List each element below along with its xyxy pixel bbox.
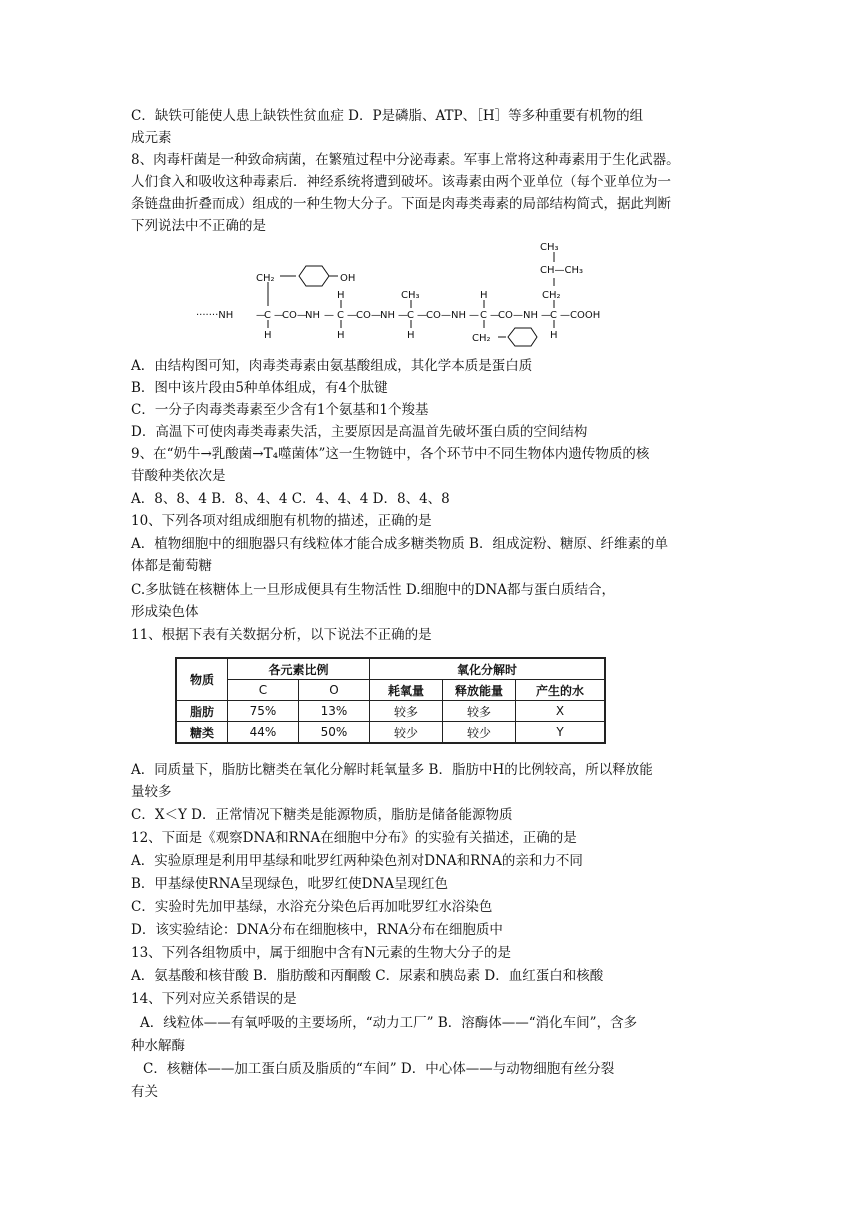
text-line: 有关 bbox=[131, 1084, 158, 1100]
text-line: 量较多 bbox=[131, 784, 172, 800]
chain-segment: — bbox=[371, 310, 381, 321]
table-cell: 较少 bbox=[443, 722, 516, 744]
text-line: A．同质量下，脂肪比糖类在氧化分解时耗氧量多 B．脂肪中H的比例较高，所以释放能 bbox=[131, 762, 653, 778]
chain-segment: — bbox=[417, 310, 427, 321]
ch2-label: CH₂ bbox=[472, 333, 491, 344]
text-line: C．X＜Y D．正常情况下糖类是能源物质，脂肪是储备能源物质 bbox=[131, 807, 513, 823]
co-label: CO bbox=[498, 310, 513, 321]
chain-segment: — bbox=[469, 310, 479, 321]
question-8: 8、肉毒杆菌是一种致命病菌，在繁殖过程中分泌毒素。军事上常将这种毒素用于生化武器。 bbox=[131, 152, 680, 168]
c-label: C bbox=[407, 310, 414, 321]
text-line: 成元素 bbox=[131, 130, 172, 146]
text-line: C．核糖体——加工蛋白质及脂质的“车间” D．中心体——与动物细胞有丝分裂 bbox=[143, 1061, 615, 1077]
text-line: C．缺铁可能使人患上缺铁性贫血症 D．P是磷脂、ATP、［H］等多种重要有机物的组 bbox=[131, 108, 644, 124]
text-line: 条链盘曲折叠而成）组成的一种生物大分子。下面是肉毒类毒素的局部结构简式，据此判断 bbox=[131, 196, 671, 212]
h-label: H bbox=[337, 330, 345, 341]
table-cell: 糖类 bbox=[176, 722, 228, 744]
option-b: B．图中该片段由5种单体组成，有4个肽键 bbox=[131, 380, 388, 396]
text-line: 体都是葡萄糖 bbox=[131, 558, 212, 574]
question-10: 10、下列各项对组成细胞有机物的描述，正确的是 bbox=[131, 513, 432, 529]
nh-label: NH bbox=[380, 310, 395, 321]
table-cell: 较少 bbox=[370, 722, 443, 744]
table-header: 各元素比例 bbox=[228, 658, 370, 680]
table-cell: 脂肪 bbox=[176, 701, 228, 722]
text-line: 种水解酶 bbox=[131, 1038, 185, 1054]
h-label: H bbox=[480, 290, 488, 301]
table-cell: 75% bbox=[228, 701, 299, 722]
text-line: 人们食入和吸收这种毒素后．神经系统将遭到破坏。该毒素由两个亚单位（每个亚单位为一 bbox=[131, 174, 671, 190]
table-cell: 13% bbox=[299, 701, 370, 722]
ch2-label: CH₂ bbox=[542, 290, 561, 301]
table-header: 物质 bbox=[176, 658, 228, 701]
option-a: A．实验原理是利用甲基绿和吡罗红两种染色剂对DNA和RNA的亲和力不同 bbox=[131, 853, 583, 869]
table-cell: 50% bbox=[299, 722, 370, 744]
option-c: C．一分子肉毒类毒素至少含有1个氨基和1个羧基 bbox=[131, 402, 429, 418]
h-label: H bbox=[407, 330, 415, 341]
table-header: 耗氧量 bbox=[370, 680, 443, 701]
h-label: H bbox=[337, 290, 345, 301]
chain-segment: — bbox=[490, 310, 500, 321]
table-header: 氧化分解时 bbox=[370, 658, 606, 680]
table-header: 释放能量 bbox=[443, 680, 516, 701]
chain-segment: — bbox=[324, 310, 334, 321]
chain-segment: — bbox=[274, 310, 284, 321]
option-a: A．由结构图可知，肉毒类毒素由氨基酸组成，其化学本质是蛋白质 bbox=[131, 358, 533, 374]
ch3-label: CH₃ bbox=[401, 290, 420, 301]
c-label: C bbox=[480, 310, 487, 321]
chain-segment: — bbox=[560, 310, 570, 321]
text-line: 下列说法中不正确的是 bbox=[131, 218, 266, 234]
oh-label: OH bbox=[340, 273, 356, 284]
c-label: C bbox=[550, 310, 557, 321]
option-b: B．甲基绿使RNA呈现绿色，吡罗红使DNA呈现红色 bbox=[131, 876, 449, 892]
co-label: CO bbox=[356, 310, 371, 321]
co-label: CO bbox=[426, 310, 441, 321]
table-cell: X bbox=[516, 701, 606, 722]
chain-segment: — bbox=[513, 310, 523, 321]
table-cell: Y bbox=[516, 722, 606, 744]
question-12: 12、下面是《观察DNA和RNA在细胞中分布》的实验有关描述，正确的是 bbox=[131, 830, 577, 846]
co-label: CO bbox=[282, 310, 297, 321]
nh-label: NH bbox=[305, 310, 320, 321]
option-d: D．高温下可使肉毒类毒素失活，主要原因是高温首先破坏蛋白质的空间结构 bbox=[131, 424, 588, 440]
data-table bbox=[175, 657, 606, 744]
chain-start-label: ·······NH bbox=[196, 310, 234, 321]
nh-label: NH bbox=[523, 310, 538, 321]
question-9: 9、在“奶牛→乳酸菌→T₄噬菌体”这一生物链中，各个环节中不同生物体内遗传物质的核 bbox=[131, 446, 650, 462]
ch3-top-label: CH₃ bbox=[540, 242, 559, 253]
c-label: C bbox=[337, 310, 344, 321]
question-14: 14、下列对应关系错误的是 bbox=[131, 991, 297, 1007]
h-label: H bbox=[264, 330, 272, 341]
chain-segment: — bbox=[347, 310, 357, 321]
options-line: A．8、8、4 B．8、4、4 C．4、4、4 D．8、4、8 bbox=[131, 491, 450, 507]
nh-label: NH bbox=[451, 310, 466, 321]
chain-segment: — bbox=[256, 310, 266, 321]
chain-segment: — bbox=[398, 310, 408, 321]
text-line: 形成染色体 bbox=[131, 604, 199, 620]
h-label: H bbox=[550, 330, 558, 341]
question-11: 11、根据下表有关数据分析，以下说法不正确的是 bbox=[131, 627, 432, 643]
ch-ch3-label: CH—CH₃ bbox=[540, 265, 584, 276]
question-13: 13、下列各组物质中，属于细胞中含有N元素的生物大分子的是 bbox=[131, 945, 511, 961]
table-header: 产生的水 bbox=[516, 680, 606, 701]
text-line: A．植物细胞中的细胞器只有线粒体才能合成多糖类物质 B．组成淀粉、糖原、纤维素的单 bbox=[131, 536, 668, 552]
option-d: D．该实验结论：DNA分布在细胞核中，RNA分布在细胞质中 bbox=[131, 922, 503, 938]
table-cell: 较多 bbox=[370, 701, 443, 722]
table-row bbox=[176, 722, 605, 744]
table-header: C bbox=[228, 680, 299, 701]
chain-segment: — bbox=[297, 310, 307, 321]
table-cell: 较多 bbox=[443, 701, 516, 722]
c-label: C bbox=[264, 310, 271, 321]
chain-segment: — bbox=[541, 310, 551, 321]
cooh-label: COOH bbox=[570, 310, 601, 321]
text-line: 苷酸种类依次是 bbox=[131, 468, 226, 484]
chain-segment: — bbox=[441, 310, 451, 321]
peptide-structure-diagram bbox=[196, 238, 616, 350]
table-row bbox=[176, 701, 605, 722]
ch2-label: CH₂ bbox=[256, 273, 275, 284]
table-cell: 44% bbox=[228, 722, 299, 744]
text-line: C.多肽链在核糖体上一旦形成便具有生物活性 D.细胞中的DNA都与蛋白质结合， bbox=[131, 582, 615, 598]
option-c: C．实验时先加甲基绿，水浴充分染色后再加吡罗红水浴染色 bbox=[131, 899, 493, 915]
text-line: A．线粒体——有氧呼吸的主要场所，“动力工厂” B．溶酶体——“消化车间”，含多 bbox=[140, 1015, 638, 1031]
options-line: A．氨基酸和核苷酸 B．脂肪酸和丙酮酸 C．尿素和胰岛素 D．血红蛋白和核酸 bbox=[131, 968, 604, 984]
table-header: O bbox=[299, 680, 370, 701]
